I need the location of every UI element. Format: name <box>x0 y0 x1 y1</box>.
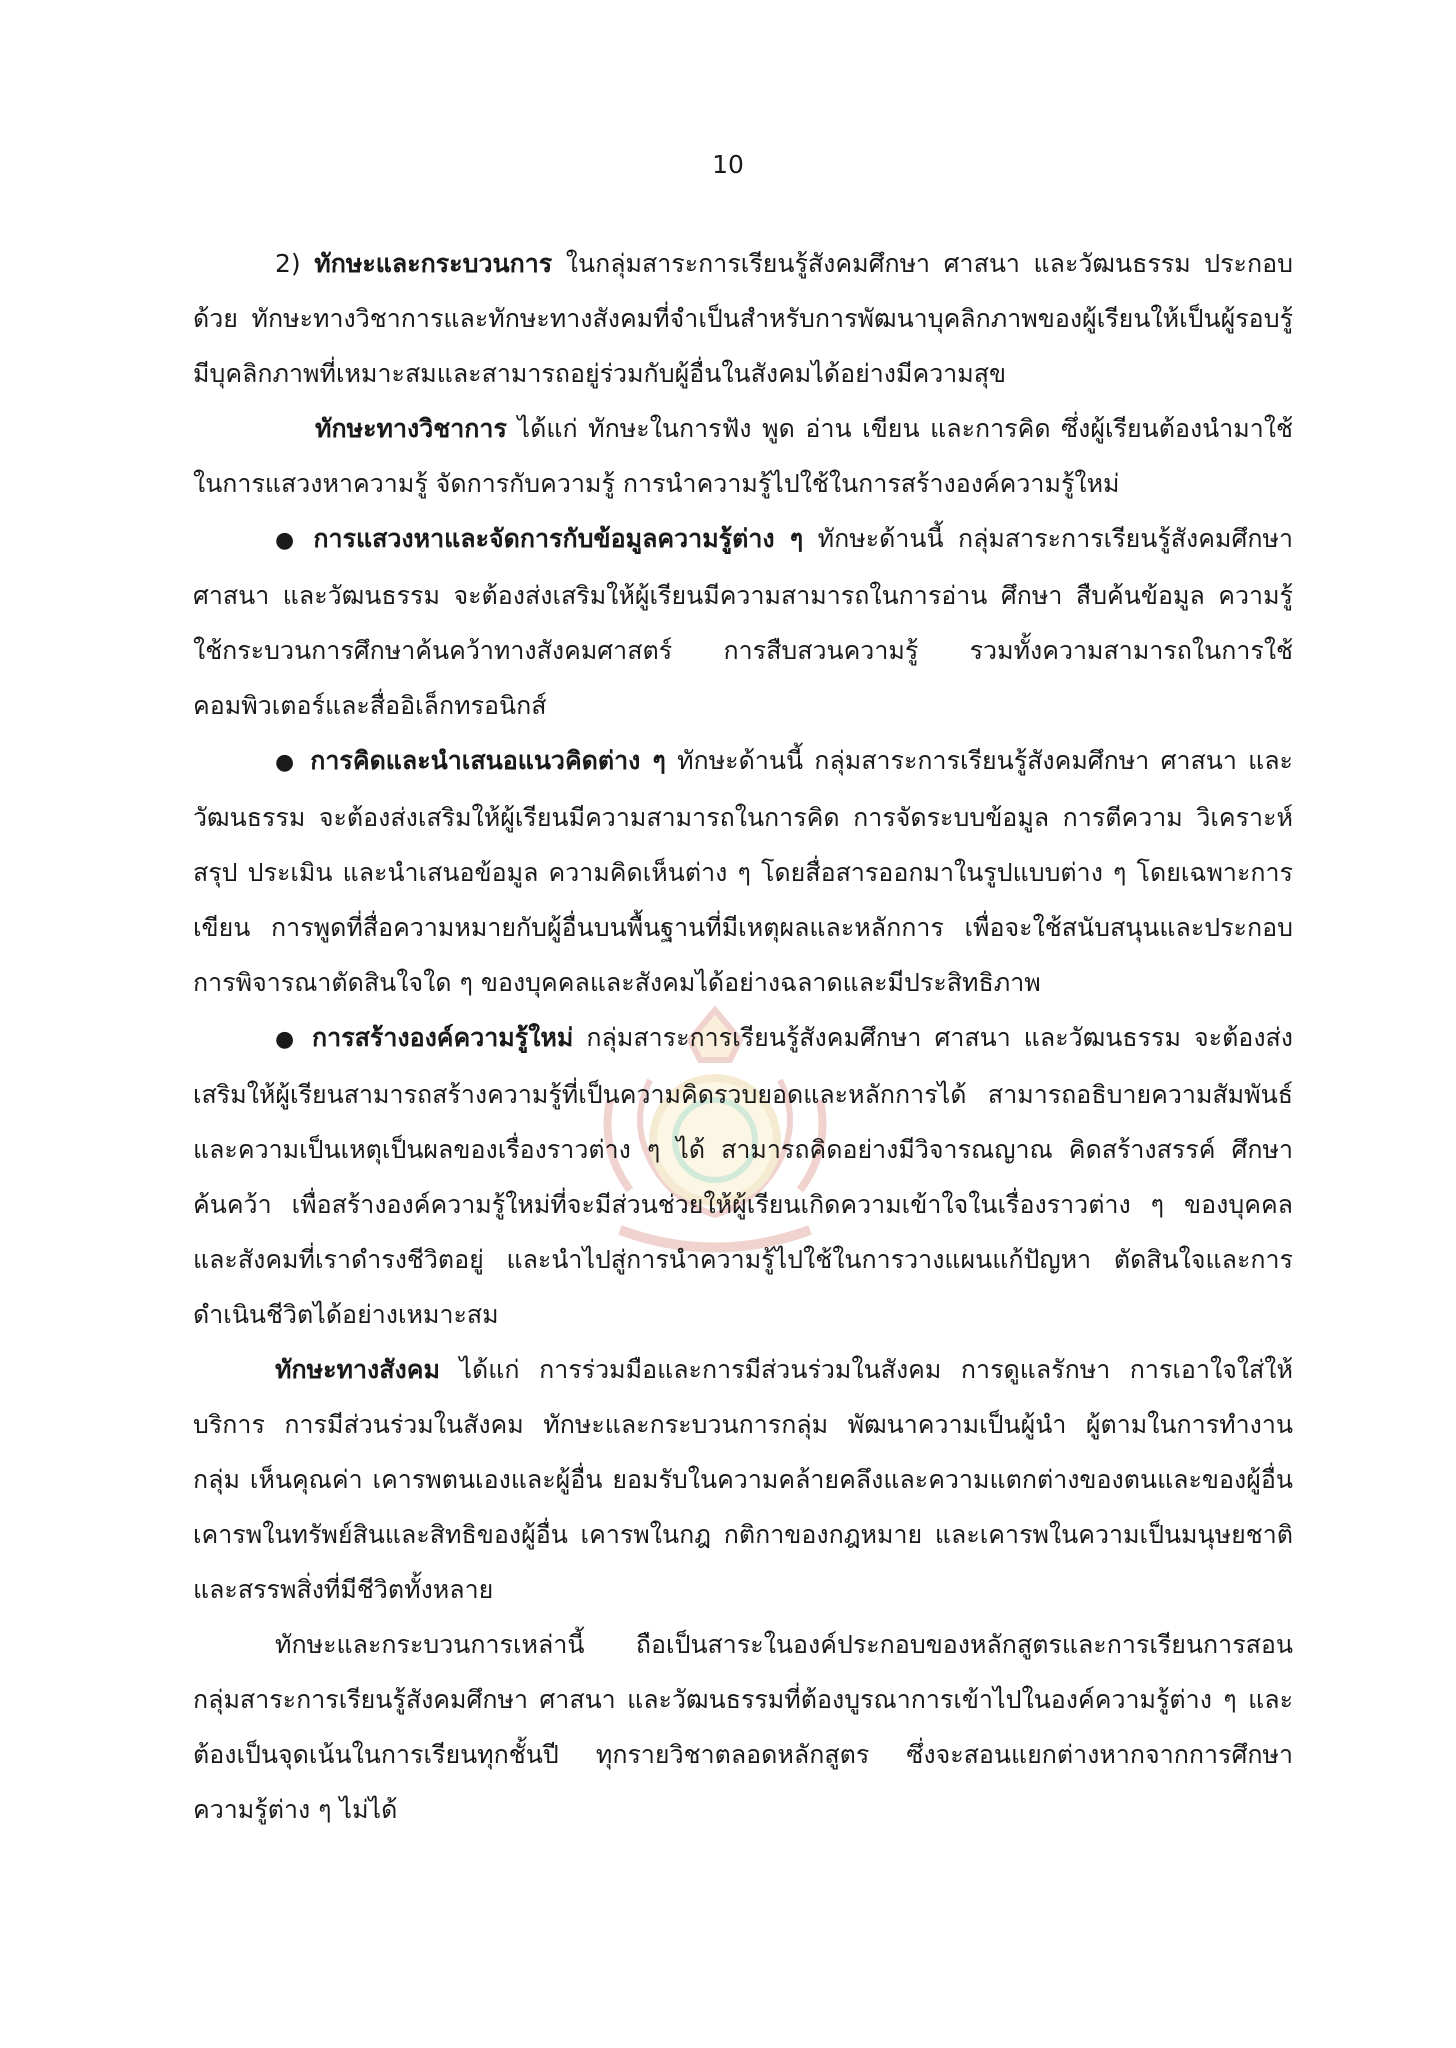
bullet3-text: กลุ่มสาระการเรียนรู้สังคมศึกษา ศาสนา และวัฒนธรรม จะต้องส่งเสริมให้ผู้เรียนสามารถสร้างความรู้ที่เป็นความคิดรวบยอดและหลักการได้ สามารถอธิบายความสัมพันธ์และความเป็นเหตุเป็นผลของเรื่องราวต่าง ๆ ได้ สามารถคิดอย่างมีวิจารณญาณ คิดสร้างสรรค์ ศึกษาค้นคว้า เพื่อสร้างองค์ความรู้ใหม่ที่จะมีส่วนช่วยให้ผู้เรียนเกิดความเข้าใจในเรื่องราวต่าง ๆ ของบุคคลและสังคมที่เราดำรงชีวิตอยู่ และนำไปสู่การนำความรู้ไปใช้ในการวางแผนแก้ปัญหา ตัดสินใจและการดำเนินชีวิตได้อย่างเหมาะสม <box>193 1023 1293 1329</box>
bullet1-heading: การแสวงหาและจัดการกับข้อมูลความรู้ต่าง ๆ <box>313 524 804 553</box>
document-body <box>193 236 1293 1837</box>
bullet-icon: ● <box>275 750 295 775</box>
bullet2-heading: การคิดและนำเสนอแนวคิดต่าง ๆ <box>310 746 666 775</box>
academic-text: ได้แก่ ทักษะในการฟัง พูด อ่าน เขียน และการคิด ซึ่งผู้เรียนต้องนำมาใช้ในการแสวงหาความรู้ จัดการกับความรู้ การนำความรู้ไปใช้ในการสร้างองค์ความรู้ใหม่ <box>193 414 1293 498</box>
item-number: 2) <box>275 249 301 278</box>
intro-heading: ทักษะและกระบวนการ <box>314 249 553 278</box>
social-text: ได้แก่ การร่วมมือและการมีส่วนร่วมในสังคม การดูแลรักษา การเอาใจใส่ให้บริการ การมีส่วนร่วมในสังคม ทักษะและกระบวนการกลุ่ม พัฒนาความเป็นผู้นำ ผู้ตามในการทำงานกลุ่ม เห็นคุณค่า เคารพตนเองและผู้อื่น ยอมรับในความคล้ายคลึงและความแตกต่างของตนและของผู้อื่น เคารพในทรัพย์สินและสิทธิของผู้อื่น เคารพในกฎ กติกาของกฎหมาย และเคารพในความเป็นมนุษยชาติ และสรรพสิ่งที่มีชีวิตทั้งหลาย <box>193 1355 1293 1604</box>
bullet-icon: ● <box>275 1027 295 1052</box>
academic-heading: ทักษะทางวิชาการ <box>315 414 507 443</box>
paragraph-bullet-3 <box>193 1010 1293 1342</box>
paragraph-bullet-2 <box>193 733 1293 1010</box>
paragraph-social <box>193 1342 1293 1617</box>
paragraph-academic <box>193 401 1293 511</box>
page-number: 10 <box>712 150 744 179</box>
bullet2-text: ทักษะด้านนี้ กลุ่มสาระการเรียนรู้สังคมศึกษา ศาสนา และวัฒนธรรม จะต้องส่งเสริมให้ผู้เรียนมีความสามารถในการคิด การจัดระบบข้อมูล การตีความ วิเคราะห์ สรุป ประเมิน และนำเสนอข้อมูล ความคิดเห็นต่าง ๆ โดยสื่อสารออกมาในรูปแบบต่าง ๆ โดยเฉพาะการเขียน การพูดที่สื่อความหมายกับผู้อื่นบนพื้นฐานที่มีเหตุผลและหลักการ เพื่อจะใช้สนับสนุนและประกอบการพิจารณาตัดสินใจใด ๆ ของบุคคลและสังคมได้อย่างฉลาดและมีประสิทธิภาพ <box>193 746 1293 997</box>
bullet3-heading: การสร้างองค์ความรู้ใหม่ <box>312 1023 574 1052</box>
paragraph-closing <box>193 1617 1293 1837</box>
bullet1-text: ทักษะด้านนี้ กลุ่มสาระการเรียนรู้สังคมศึกษา ศาสนา และวัฒนธรรม จะต้องส่งเสริมให้ผู้เรียนมีความสามารถในการอ่าน ศึกษา สืบค้นข้อมูล ความรู้ ใช้กระบวนการศึกษาค้นคว้าทางสังคมศาสตร์ การสืบสวนความรู้ รวมทั้งความสามารถในการใช้คอมพิวเตอร์และสื่ออิเล็กทรอนิกส์ <box>193 524 1293 720</box>
closing-text: ทักษะและกระบวนการเหล่านี้ ถือเป็นสาระในองค์ประกอบของหลักสูตรและการเรียนการสอน กลุ่มสาระการเรียนรู้สังคมศึกษา ศาสนา และวัฒนธรรมที่ต้องบูรณาการเข้าไปในองค์ความรู้ต่าง ๆ และต้องเป็นจุดเน้นในการเรียนทุกชั้นปี ทุกรายวิชาตลอดหลักสูตร ซึ่งจะสอนแยกต่างหากจากการศึกษาความรู้ต่าง ๆ ไม่ได้ <box>193 1630 1293 1824</box>
paragraph-intro <box>193 236 1293 401</box>
intro-text: ในกลุ่มสาระการเรียนรู้สังคมศึกษา ศาสนา และวัฒนธรรม ประกอบด้วย ทักษะทางวิชาการและทักษะทางสังคมที่จำเป็นสำหรับการพัฒนาบุคลิกภาพของผู้เรียนให้เป็นผู้รอบรู้มีบุคลิกภาพที่เหมาะสมและสามารถอยู่ร่วมกับผู้อื่นในสังคมได้อย่างมีความสุข <box>193 249 1293 388</box>
social-heading: ทักษะทางสังคม <box>275 1355 440 1384</box>
bullet-icon: ● <box>275 528 295 553</box>
paragraph-bullet-1 <box>193 511 1293 733</box>
